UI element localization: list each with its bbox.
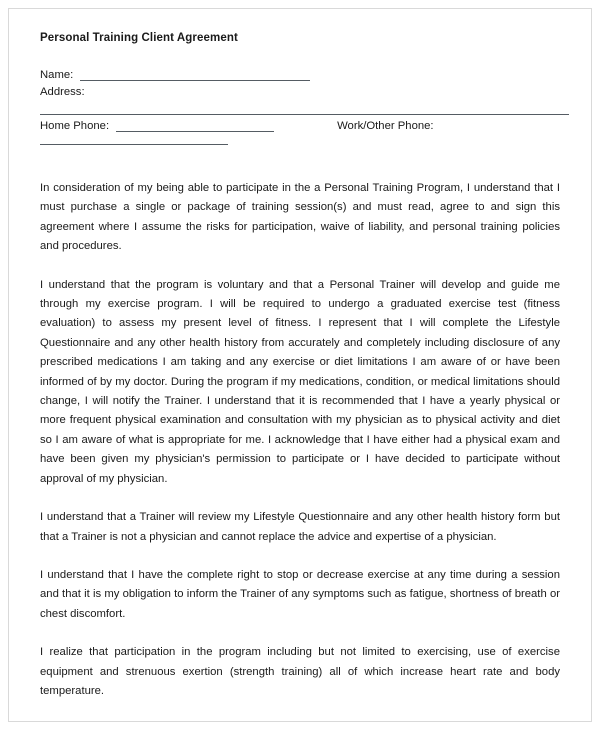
agreement-paragraph: I understand that the program is voluntary and that a Personal Trainer will develop and guide me through my exercise program. I will be required to undergo a graduated exercise test (fitness evaluation) to assess my present level of fitness. I represent that I will complete the Lifestyle Questionnaire and any other health history from accurately and completely including disclosure of any prescribed medications I am taking and any exercise or diet limitations I am aware of or have been informed of by my doctor. During the program if my medications, condition, or medical limitations should change, I will notify the Trainer. I understand that it is recommended that I have a yearly physical or more frequent physical examination and consultation with my physician as to physical activity and diet so I am aware of what is appropriate for me. I acknowledge that I have either had a physical exam and have been given my physician's permission to participate or I have decided to participate without approval of my physician. bbox=[40, 278, 560, 485]
address-field-row bbox=[40, 84, 569, 101]
address-input-rule[interactable] bbox=[40, 114, 569, 115]
agreement-body bbox=[40, 179, 569, 701]
agreement-paragraph: In consideration of my being able to participate in the a Personal Training Program, I understand that I must purchase a single or package of training session(s) and must read, agree to and sign this agreement where I assume the risks for participation, waive of liability, and personal training policies and procedures. bbox=[40, 182, 560, 253]
name-field-row bbox=[40, 67, 569, 84]
page-title: Personal Training Client Agreement bbox=[40, 32, 238, 44]
home-phone-label: Home Phone: bbox=[40, 120, 110, 132]
phone-field-row bbox=[40, 118, 569, 135]
name-input-rule[interactable] bbox=[80, 80, 310, 81]
address-label: Address: bbox=[40, 86, 85, 98]
document-page bbox=[8, 8, 592, 722]
home-phone-input-rule[interactable] bbox=[116, 131, 274, 132]
agreement-paragraph: I realize that participation in the program including but not limited to exercising, use of exercise equipment and strenuous exertion (strength training) all of which increase heart rate and body temperature. bbox=[40, 646, 560, 697]
work-phone-input-rule[interactable] bbox=[40, 144, 228, 145]
work-phone-label: Work/Other Phone: bbox=[337, 120, 434, 132]
client-info-form bbox=[40, 67, 569, 153]
agreement-paragraph: I understand that I have the complete right to stop or decrease exercise at any time during a session and that it is my obligation to inform the Trainer of any symptoms such as fatigue, shortness of breath or chest discomfort. bbox=[40, 568, 560, 620]
agreement-paragraph: I understand that a Trainer will review my Lifestyle Questionnaire and any other health history form but that a Trainer is not a physician and cannot replace the advice and expertise of a physician. bbox=[40, 511, 560, 543]
name-label: Name: bbox=[40, 69, 74, 81]
